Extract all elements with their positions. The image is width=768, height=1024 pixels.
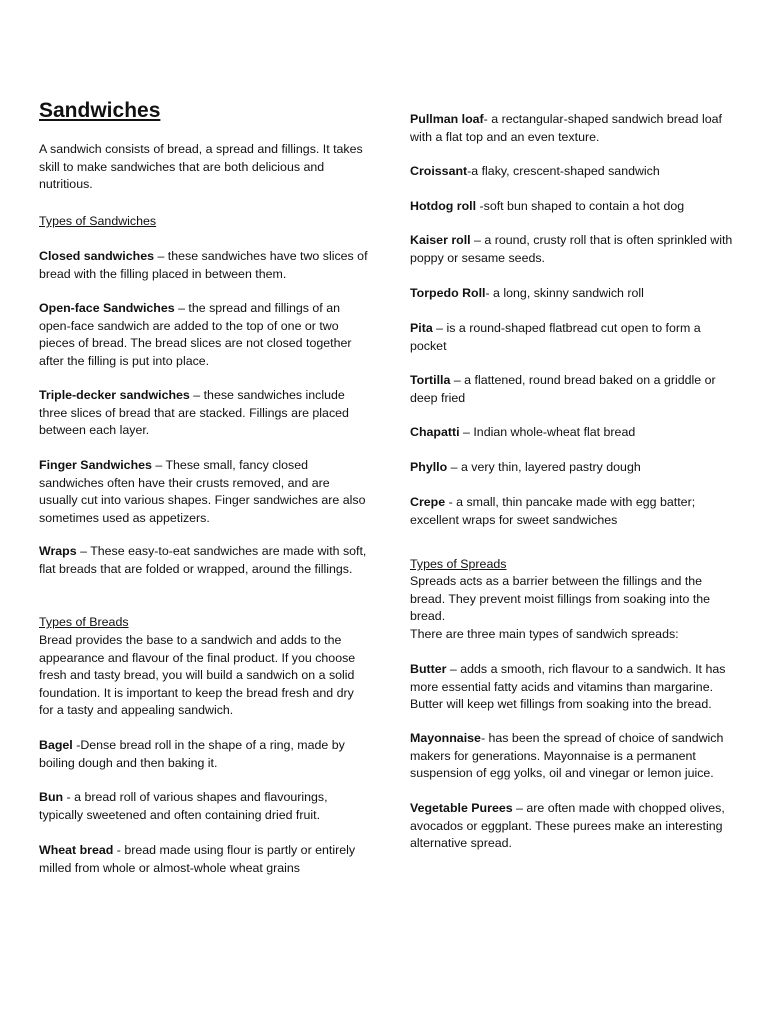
term: Wraps (39, 544, 77, 558)
definition: - a small, thin pancake made with egg batter; excellent wraps for sweet sandwiches (410, 495, 696, 527)
bread-type-kaiser-roll (410, 232, 738, 267)
types-of-sandwiches-heading: Types of Sandwiches (39, 214, 157, 228)
bread-type-croissant (410, 163, 738, 181)
term: Phyllo (410, 460, 448, 474)
term: Chapatti (410, 425, 460, 439)
bread-type-wheat (39, 842, 369, 877)
bread-type-hotdog-roll (410, 198, 738, 216)
term: Tortilla (410, 373, 451, 387)
term: Kaiser roll (410, 233, 471, 247)
bread-type-bun (39, 789, 369, 824)
definition: – the spread and fillings of an open-face sandwich are added to the top of one or two pieces of bread. The bread slices are not closed together after the filling is put into place. (39, 301, 352, 368)
term: Crepe (410, 495, 446, 509)
bread-type-torpedo-roll (410, 285, 738, 303)
term: Croissant (410, 164, 468, 178)
bread-type-pullman (410, 111, 738, 146)
definition: -a flaky, crescent-shaped sandwich (467, 164, 660, 178)
term: Torpedo Roll (410, 286, 486, 300)
term: Hotdog roll (410, 199, 477, 213)
term: Finger Sandwiches (39, 458, 152, 472)
intro-paragraph: A sandwich consists of bread, a spread and fillings. It takes skill to make sandwiches that are both delicious and nutritious. (39, 142, 363, 192)
bread-type-crepe (410, 494, 738, 529)
spread-type-mayonnaise (410, 730, 738, 783)
definition: – a very thin, layered pastry dough (447, 460, 641, 474)
sandwich-type-closed (39, 248, 369, 283)
definition: – these sandwiches have two slices of bread with the filling placed in between them. (39, 249, 368, 281)
term: Pita (410, 321, 433, 335)
term: Butter (410, 662, 447, 676)
term: Open-face Sandwiches (39, 301, 175, 315)
spreads-intro-line: There are three main types of sandwich spreads: (410, 627, 679, 641)
definition: - has been the spread of choice of sandwich makers for generations. Mayonnaise is a permanent suspension of egg yolks, oil and vinegar or lemon juice. (410, 731, 724, 781)
sandwich-type-finger (39, 457, 369, 527)
breads-intro-paragraph: Bread provides the base to a sandwich and adds to the appearance and flavour of the final product. If you choose fresh and tasty bread, you will build a sandwich on a solid foundation. It is important to keep the bread fresh and dry for a tasty and appealing sandwich. (39, 633, 356, 718)
page-title: Sandwiches (39, 99, 161, 122)
definition: – These easy-to-eat sandwiches are made with soft, flat breads that are folded or wrapped, around the fillings. (39, 544, 367, 576)
spreads-intro-paragraph: Spreads acts as a barrier between the fillings and the bread. They prevent moist fillings from soaking into the bread. (410, 574, 711, 624)
term: Closed sandwiches (39, 249, 154, 263)
term: Wheat bread (39, 843, 114, 857)
definition: - a rectangular-shaped sandwich bread loaf with a flat top and an even texture. (410, 112, 722, 144)
definition: – is a round-shaped flatbread cut open to form a pocket (410, 321, 701, 353)
definition: -Dense bread roll in the shape of a ring, made by boiling dough and then baking it. (39, 738, 345, 770)
spread-type-vegetable-purees (410, 800, 738, 853)
definition: – These small, fancy closed sandwiches often have their crusts removed, and are usually cut into various shapes. Finger sandwiches are also sometimes used as appetizers. (39, 458, 366, 525)
term: Vegetable Purees (410, 801, 513, 815)
sandwich-type-triple-decker (39, 387, 369, 440)
spread-type-butter (410, 661, 738, 714)
definition: – a round, crusty roll that is often sprinkled with poppy or sesame seeds. (410, 233, 733, 265)
definition: – adds a smooth, rich flavour to a sandwich. It has more essential fatty acids and vitamins than margarine. Butter will keep wet fillings from soaking into the bread. (410, 662, 726, 712)
bread-type-chapatti (410, 424, 738, 442)
definition: - a bread roll of various shapes and flavourings, typically sweetened and often containing dried fruit. (39, 790, 328, 822)
bread-type-pita (410, 320, 738, 355)
term: Triple-decker sandwiches (39, 388, 190, 402)
definition: -soft bun shaped to contain a hot dog (476, 199, 685, 213)
definition: – are often made with chopped olives, avocados or eggplant. These purees make an interesting alternative spread. (410, 801, 725, 851)
sandwich-type-open-face (39, 300, 369, 370)
term: Pullman loaf (410, 112, 484, 126)
definition: - bread made using flour is partly or entirely milled from whole or almost-whole wheat grains (39, 843, 356, 875)
types-of-spreads-heading: Types of Spreads (410, 557, 507, 571)
types-of-breads-heading: Types of Breads (39, 615, 129, 629)
definition: – a flattened, round bread baked on a griddle or deep fried (410, 373, 716, 405)
bread-type-bagel (39, 737, 369, 772)
sandwich-type-wraps (39, 543, 369, 578)
bread-type-phyllo (410, 459, 738, 477)
definition: - a long, skinny sandwich roll (485, 286, 644, 300)
definition: – Indian whole-wheat flat bread (459, 425, 636, 439)
bread-type-tortilla (410, 372, 738, 407)
term: Mayonnaise (410, 731, 481, 745)
definition: – these sandwiches include three slices of bread that are stacked. Fillings are placed between each layer. (39, 388, 349, 438)
term: Bagel (39, 738, 73, 752)
term: Bun (39, 790, 64, 804)
